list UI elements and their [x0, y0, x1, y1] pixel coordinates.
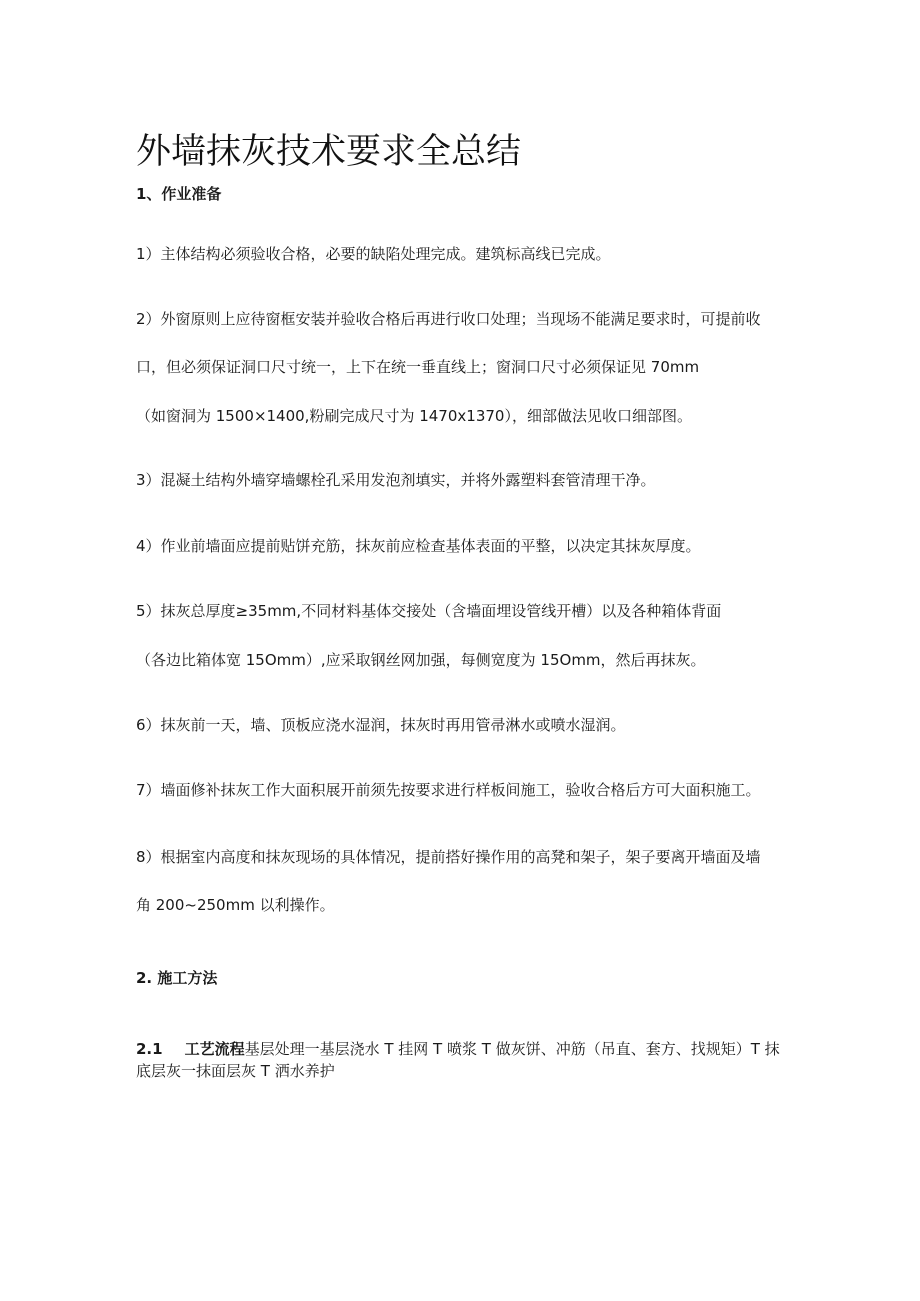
paragraph-item-2-line-2: 口，但必须保证洞口尺寸统一，上下在统一垂直线上；窗洞口尺寸必须保证见 70mm [136, 358, 700, 376]
paragraph-item-3: 3）混凝土结构外墙穿墙螺栓孔采用发泡剂填实，并将外露塑料套管清理干净。 [136, 471, 656, 489]
paragraph-item-2-line-1: 2）外窗原则上应待窗框安装并验收合格后再进行收口处理；当现场不能满足要求时，可提前收 [136, 310, 761, 328]
paragraph-item-4: 4）作业前墙面应提前贴饼充筋，抹灰前应检查基体表面的平整，以决定其抹灰厚度。 [136, 537, 701, 555]
process-flow-text: 基层处理一基层浇水 T 挂网 T 喷浆 T 做灰饼、冲筋（吊直、套方、找规矩）T 抹 [244, 1040, 780, 1058]
paragraph-item-5-line-1: 5）抹灰总厚度≥35mm,不同材料基体交接处（含墙面埋设管线开槽）以及各种箱体背面 [136, 602, 722, 620]
paragraph-item-7: 7）墙面修补抹灰工作大面积展开前须先按要求进行样板间施工，验收合格后方可大面积施工。 [136, 781, 761, 799]
paragraph-item-1: 1）主体结构必须验收合格，必要的缺陷处理完成。建筑标高线已完成。 [136, 245, 611, 263]
process-flow-line-1 [136, 1039, 780, 1059]
process-flow-line-2: 底层灰一抹面层灰 T 洒水养护 [136, 1062, 335, 1080]
section-heading-2: 2. 施工方法 [136, 969, 218, 987]
section-heading-1: 1、作业准备 [136, 185, 222, 203]
paragraph-item-6: 6）抹灰前一天，墙、顶板应浇水湿润，抹灰时再用管帚淋水或喷水湿润。 [136, 716, 626, 734]
page-title: 外墙抹灰技术要求全总结 [136, 132, 522, 172]
paragraph-item-5-line-2: （各边比箱体宽 15Omm）,应采取钢丝网加强，每侧宽度为 15Omm，然后再抹灰。 [136, 651, 706, 669]
subsection-label: 工艺流程 [184, 1040, 245, 1058]
paragraph-item-8-line-2: 角 200~250mm 以利操作。 [136, 896, 335, 914]
subsection-number: 2.1 [136, 1040, 163, 1058]
paragraph-item-2-line-3: （如窗洞为 1500×1400,粉刷完成尺寸为 1470x1370），细部做法见收口细部图。 [136, 407, 692, 425]
paragraph-item-8-line-1: 8）根据室内高度和抹灰现场的具体情况，提前搭好操作用的高凳和架子，架子要离开墙面及墙 [136, 848, 761, 866]
